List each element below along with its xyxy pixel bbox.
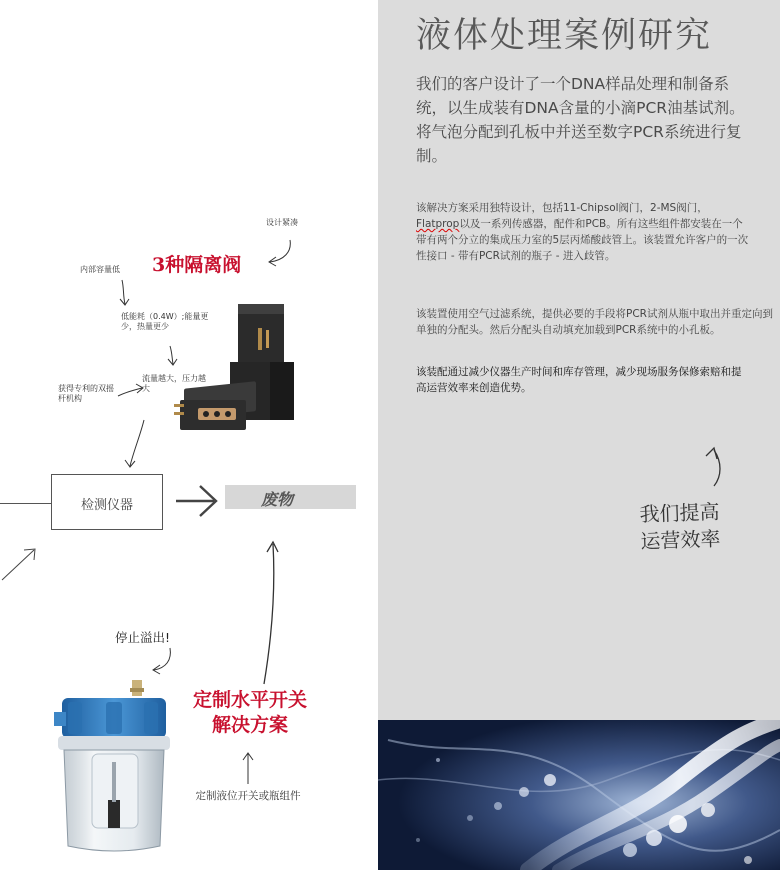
patented-mechanism-note: 获得专利的双摇杆机构 [58, 384, 114, 403]
efficiency-note-line1: 我们提高 [639, 499, 720, 527]
flatprop-term: Flatprop [416, 218, 460, 230]
solution-paragraph [416, 200, 751, 264]
level-switch-note: 定制液位开关或瓶组件 [195, 790, 301, 802]
low-power-note: 低能耗（0.4W）;能量更少，热量更少 [121, 312, 209, 331]
waste-label: 废物 [260, 490, 293, 509]
efficiency-note [629, 498, 731, 555]
up-arrow-icon [240, 750, 256, 786]
filtration-paragraph: 该装置使用空气过滤系统，提供必要的手段将PCR试剂从瓶中取出并重定向到单独的分配头。然后分配头自动填充加载到PCR系统中的小孔板。 [416, 308, 773, 336]
flow-line [0, 503, 51, 504]
level-switch-bottle-image [54, 680, 176, 856]
detector-label: 检测仪器 [80, 498, 133, 513]
long-curved-arrow-icon [256, 538, 286, 686]
high-flow-note: 流量越大，压力越大 [142, 374, 206, 393]
curved-arrow-icon [148, 646, 176, 676]
big-arrow-icon [174, 482, 220, 520]
stop-overflow-label: 停止溢出! [115, 630, 171, 645]
compact-design-note: 设计紧凑 [266, 218, 298, 227]
page-title: 液体处理案例研究 [416, 16, 713, 56]
benefit-paragraph: 该装配通过减少仪器生产时间和库存管理，减少现场服务保修索赔和提高运营效率来创造优势。 [416, 366, 742, 394]
handdrawn-arrow-icon [700, 440, 730, 490]
level-switch-solution-title: 定制水平开关解决方案 [192, 689, 307, 736]
low-volume-note: 内部容量低 [80, 265, 120, 274]
efficiency-note-line2: 运营效率 [640, 526, 721, 554]
diagonal-arrow-icon [0, 544, 40, 584]
solution-text-start: 该解决方案采用独特设计，包括11-Chipsol阀门，2-MS阀门， [416, 202, 708, 214]
solution-text-end: 以及一系列传感器，配件和PCB。所有这些组件都安装在一个带有两个分立的集成压力室的5层丙烯酸歧管上。该装置允许客户的一次性接口 - 带有PCR试剂的瓶子 - 进入歧管。 [416, 218, 749, 262]
dna-image [378, 720, 780, 870]
valve-types-title: 3种隔离阀 [152, 254, 242, 276]
intro-paragraph: 我们的客户设计了一个DNA样品处理和制备系统，以生成装有DNA含量的小滴PCR油基试剂。将气泡分配到孔板中并送至数字PCR系统进行复制。 [416, 75, 745, 165]
right-arrow-icon [116, 380, 146, 400]
curved-arrow-icon [262, 238, 298, 268]
down-arrow-icon [117, 278, 133, 308]
down-arrow-icon [122, 418, 148, 470]
valve-product-image [172, 300, 300, 440]
